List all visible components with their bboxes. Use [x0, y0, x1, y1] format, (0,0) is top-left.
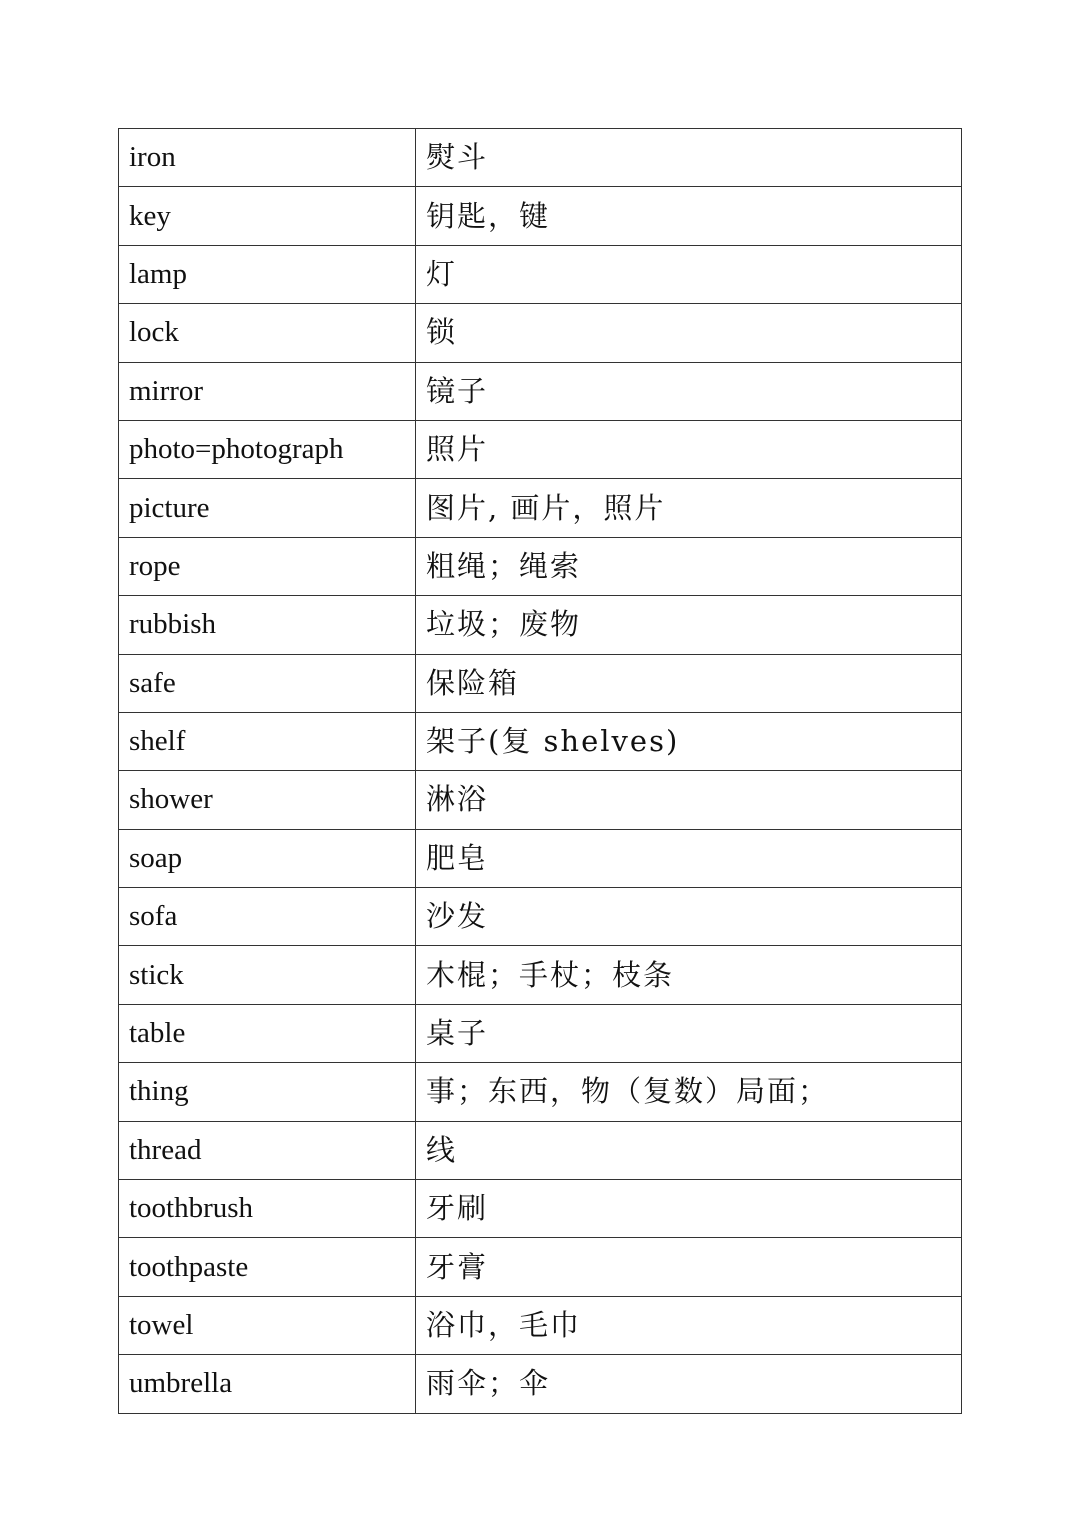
word-cell: mirror — [119, 362, 416, 420]
table-row — [119, 1063, 962, 1121]
meaning-cell: 架子(复 shelves) — [416, 712, 962, 770]
meaning-cell: 灯 — [416, 245, 962, 303]
meaning-cell: 粗绳；绳索 — [416, 537, 962, 595]
table-row — [119, 1355, 962, 1413]
word-cell: soap — [119, 829, 416, 887]
table-row — [119, 654, 962, 712]
meaning-cell: 镜子 — [416, 362, 962, 420]
table-row — [119, 1238, 962, 1296]
meaning-cell: 木棍；手杖；枝条 — [416, 946, 962, 1004]
table-row — [119, 888, 962, 946]
word-cell: toothpaste — [119, 1238, 416, 1296]
vocabulary-table-body — [119, 129, 962, 1414]
word-cell: toothbrush — [119, 1180, 416, 1238]
word-cell: safe — [119, 654, 416, 712]
table-row — [119, 479, 962, 537]
meaning-cell: 牙膏 — [416, 1238, 962, 1296]
meaning-cell: 垃圾；废物 — [416, 596, 962, 654]
table-row — [119, 245, 962, 303]
table-row — [119, 596, 962, 654]
meaning-cell: 事；东西，物（复数）局面； — [416, 1063, 962, 1121]
word-cell: rubbish — [119, 596, 416, 654]
meaning-cell: 照片 — [416, 420, 962, 478]
table-row — [119, 304, 962, 362]
word-cell: photo=photograph — [119, 420, 416, 478]
word-cell: umbrella — [119, 1355, 416, 1413]
word-cell: rope — [119, 537, 416, 595]
word-cell: shelf — [119, 712, 416, 770]
table-row — [119, 946, 962, 1004]
table-row — [119, 1004, 962, 1062]
meaning-cell: 雨伞；伞 — [416, 1355, 962, 1413]
word-cell: shower — [119, 771, 416, 829]
meaning-cell: 熨斗 — [416, 129, 962, 187]
word-cell: picture — [119, 479, 416, 537]
word-cell: lamp — [119, 245, 416, 303]
word-cell: thing — [119, 1063, 416, 1121]
table-row — [119, 712, 962, 770]
word-cell: lock — [119, 304, 416, 362]
meaning-cell: 钥匙，键 — [416, 187, 962, 245]
meaning-cell: 牙刷 — [416, 1180, 962, 1238]
table-row — [119, 1180, 962, 1238]
meaning-cell: 淋浴 — [416, 771, 962, 829]
meaning-cell: 沙发 — [416, 888, 962, 946]
table-row — [119, 420, 962, 478]
meaning-cell: 桌子 — [416, 1004, 962, 1062]
meaning-cell: 保险箱 — [416, 654, 962, 712]
word-cell: sofa — [119, 888, 416, 946]
table-row — [119, 829, 962, 887]
meaning-cell: 图片, 画片，照片 — [416, 479, 962, 537]
meaning-cell: 浴巾，毛巾 — [416, 1296, 962, 1354]
meaning-cell: 肥皂 — [416, 829, 962, 887]
word-cell: table — [119, 1004, 416, 1062]
word-cell: towel — [119, 1296, 416, 1354]
meaning-cell: 锁 — [416, 304, 962, 362]
word-cell: thread — [119, 1121, 416, 1179]
table-row — [119, 1296, 962, 1354]
word-cell: key — [119, 187, 416, 245]
word-cell: stick — [119, 946, 416, 1004]
table-row — [119, 187, 962, 245]
table-row — [119, 129, 962, 187]
meaning-cell: 线 — [416, 1121, 962, 1179]
table-row — [119, 362, 962, 420]
word-cell: iron — [119, 129, 416, 187]
table-row — [119, 537, 962, 595]
table-row — [119, 771, 962, 829]
vocabulary-table — [118, 128, 962, 1414]
table-row — [119, 1121, 962, 1179]
